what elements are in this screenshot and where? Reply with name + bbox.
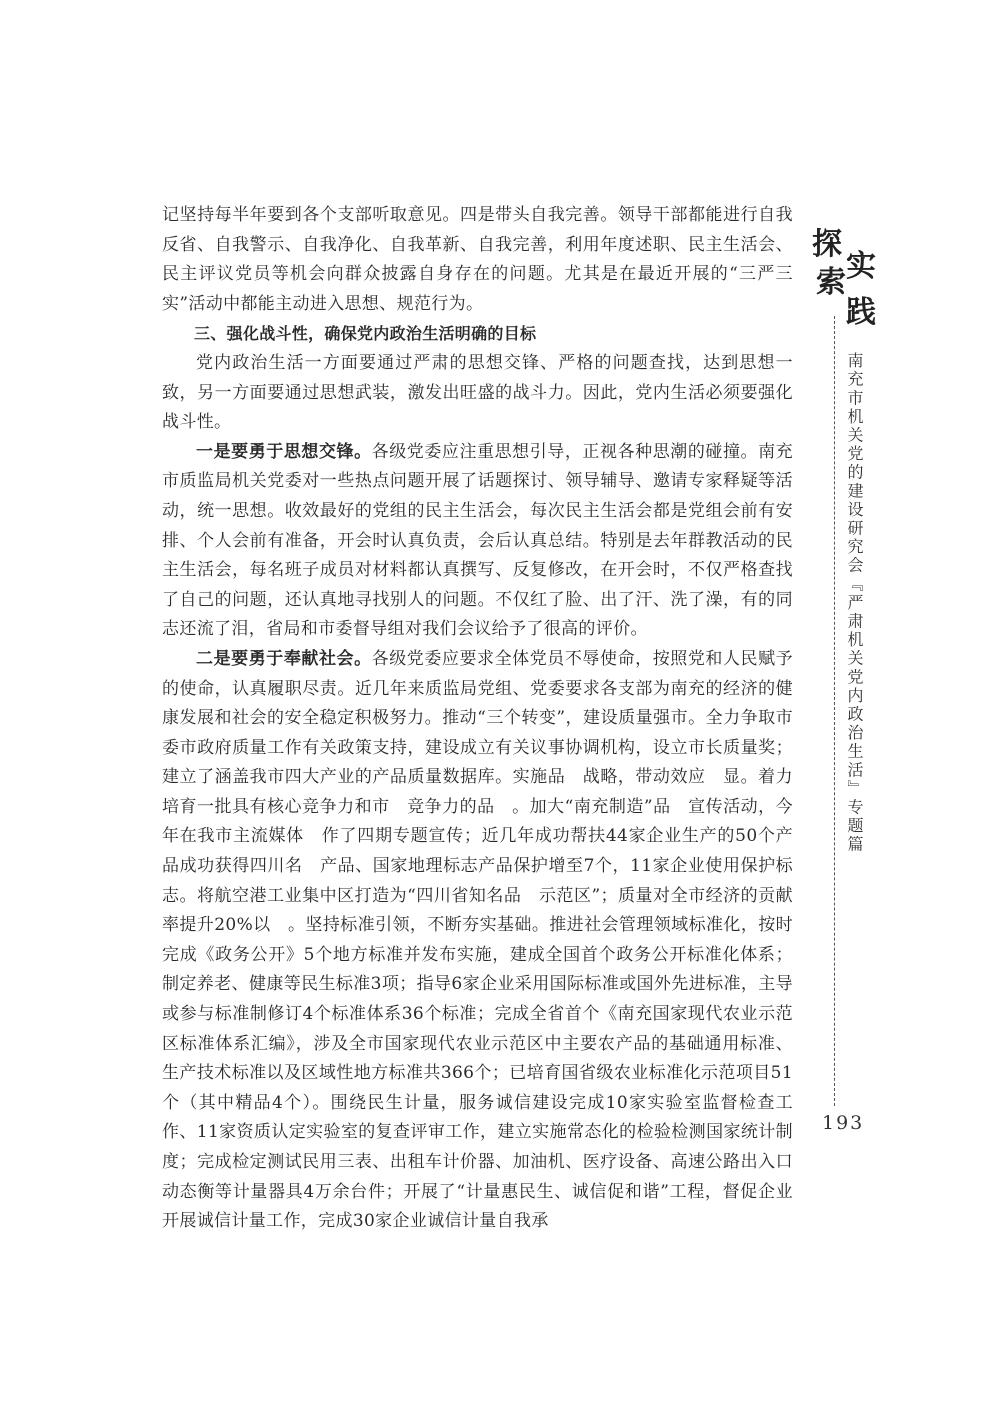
paragraph-first-point: [162, 438, 793, 645]
calligraphy-char-2: 索: [816, 265, 846, 300]
series-vertical-title: 南充市机关党的建设研究会『严肃机关党内政治生活』专题篇: [845, 352, 864, 855]
paragraph-continued: 记坚持每半年要到各个支部听取意见。四是带头自我完善。领导干部都能进行自我反省、自我警示、自我净化、自我革新、自我完善，利用年度述职、民主生活会、民主评议党员等机会向群众披露自身存在的问题。尤其是在最近开展的“三严三实”活动中都能主动进入思想、规范行为。: [162, 205, 793, 314]
page-number: 193: [822, 1112, 865, 1134]
section-heading: 三、强化战斗性，确保党内政治生活明确的目标: [194, 324, 537, 344]
calligraphy-char-4: 践: [846, 295, 876, 330]
point-1-lead: 一是要勇于思想交锋。: [196, 441, 372, 462]
body-text: [162, 201, 793, 1237]
paragraph-second-point: [162, 645, 793, 1237]
point-2-text: 各级党委应要求全体党员不辱使命，按照党和人民赋予的使命，认真履职尽责。近几年来质监局党组、党委要求各支部为南充的经济的健康发展和社会的安全稳定积极努力。推动“三个转变”，建设质量强市。全力争取市委市政府质量工作有关政策支持，建设成立有关议事协调机构，设立市长质量奖；建立了涵盖我市四大产业的产品质量数据库。实施品 战略，带动效应 显。着力培育一批具有核心竞争力和市 竞争力的品 。加大“南充制造”品 宣传活动，今年在我市主流媒体 作了四期专题宣传；近几年成功帮扶44家企业生产的50个产品成功获得四川名 产品、国家地理标志产品保护增至7个，11家企业使用保护标志。将航空港工业集中区打造为“四川省知名品 示范区”；质量对全市经济的贡献率提升20%以 。坚持标准引领，不断夯实基础。推进社会管理领域标准化，按时完成《政务公开》5个地方标准并发布实施，建成全国首个政务公开标准化体系；制定养老、健康等民生标准3项；指导6家企业采用国际标准或国外先进标准，主导或参与标准制修订4个标准体系36个标准；完成全省首个《南充国家现代农业示范区标准体系汇编》，涉及全市国家现代农业示范区中主要农产品的基础通用标准、生产技术标准以及区域性地方标准共366个；已培育国省级农业标准化示范项目51个（其中精品4个）。围绕民生计量，服务诚信建设完成10家实验室监督检查工作、11家资质认定实验室的复查评审工作，建立实施常态化的检验检测国家统计制度；完成检定测试民用三表、出租车计价器、加油机、医疗设备、高速公路出入口动态衡等计量器具4万余台件；开展了“计量惠民生、诚信促和谐”工程，督促企业开展诚信计量工作，完成30家企业诚信计量自我承: [162, 648, 793, 1232]
dashed-divider: [834, 316, 835, 1106]
point-1-text: 各级党委应注重思想引导，正视各种思潮的碰撞。南充市质监局机关党委对一些热点问题开展了话题探讨、领导辅导、邀请专家释疑等活动，统一思想。收效最好的党组的民主生活会，每次民主生活会都是党组会前有安排、个人会前有准备，开会时认真负责，会后认真总结。特别是去年群教活动的民主生活会，每名班子成员对材料都认真撰写、反复修改，在开会时，不仅严格查找了自己的问题，还认真地寻找别人的问题。不仅红了脸、出了汗、洗了澡，有的同志还流了泪，省局和市委督导组对我们会议给予了很高的评价。: [162, 441, 793, 640]
point-2-lead: 二是要勇于奉献社会。: [196, 648, 372, 669]
calligraphy-char-3: 实: [846, 249, 876, 284]
paragraph-intro: 党内政治生活一方面要通过严肃的思想交锋、严格的问题查找，达到思想一致，另一方面要通过思想武装，激发出旺盛的战斗力。因此，党内生活必须要强化战斗性。: [162, 352, 793, 433]
calligraphy-char-1: 探: [812, 227, 842, 262]
